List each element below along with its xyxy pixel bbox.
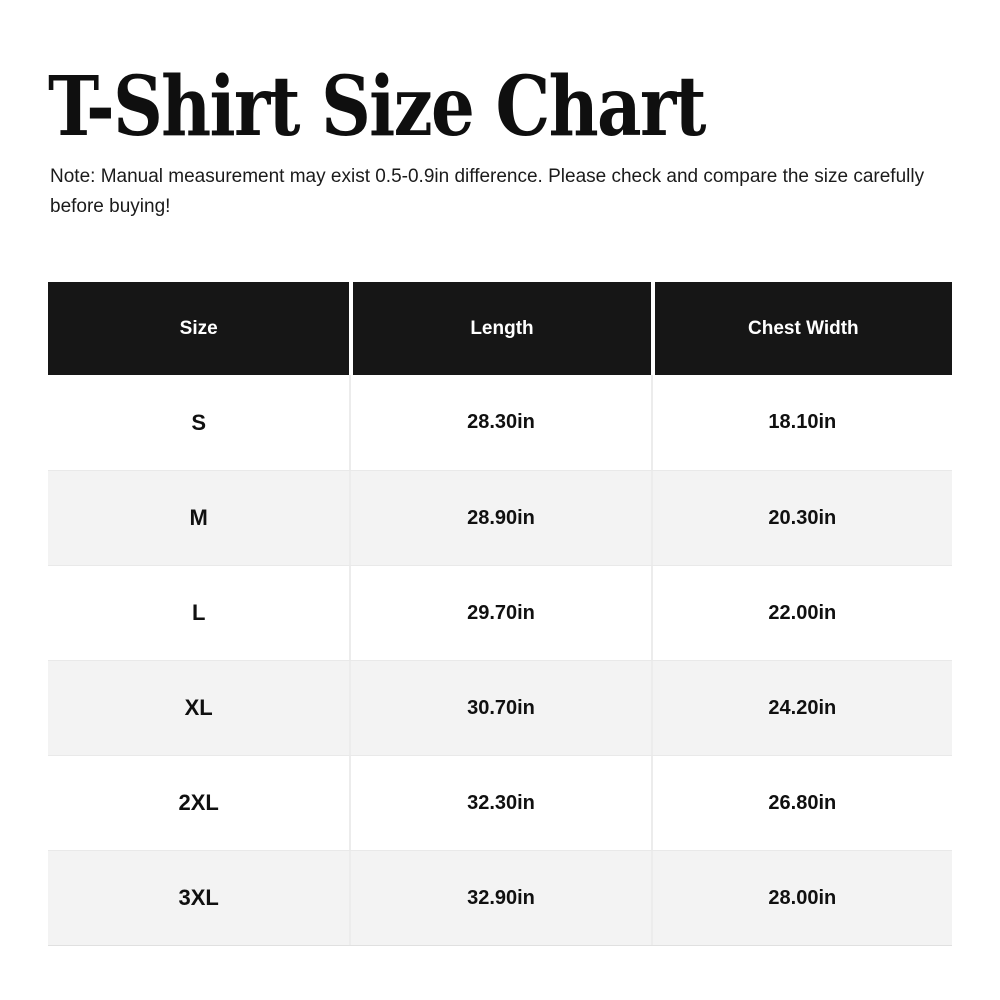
table-row — [48, 755, 952, 850]
length-cell: 28.30in — [349, 375, 650, 470]
chest-width-cell: 18.10in — [651, 375, 952, 470]
chest-width-cell: 24.20in — [651, 661, 952, 755]
size-cell: M — [189, 505, 208, 531]
chest-width-cell: 28.00in — [651, 851, 952, 945]
size-cell: S — [191, 409, 206, 435]
size-table — [48, 282, 952, 946]
size-chart-page — [0, 60, 1000, 1000]
length-cell: 28.90in — [349, 471, 650, 565]
chest-width-cell: 20.30in — [651, 471, 952, 565]
table-header-row — [48, 282, 952, 375]
chest-width-cell: 26.80in — [651, 756, 952, 850]
column-header-size: Size — [48, 282, 349, 375]
length-cell: 30.70in — [349, 661, 650, 755]
length-cell: 29.70in — [349, 566, 650, 660]
size-cell: XL — [184, 695, 213, 721]
size-cell: L — [191, 600, 206, 626]
table-row — [48, 375, 952, 470]
chest-width-cell: 22.00in — [651, 566, 952, 660]
length-cell: 32.90in — [349, 851, 650, 945]
size-cell: 3XL — [178, 885, 219, 911]
length-cell: 32.30in — [349, 756, 650, 850]
table-row — [48, 850, 952, 945]
size-cell: 2XL — [178, 790, 219, 816]
table-row — [48, 565, 952, 660]
column-header-chest-width: Chest Width — [651, 282, 952, 375]
page-title: T-Shirt Size Chart — [48, 59, 705, 155]
note-text: Note: Manual measurement may exist 0.5-0.9in difference. Please check and compare the size carefully before buying! — [50, 166, 925, 218]
column-header-length: Length — [349, 282, 650, 375]
table-row — [48, 470, 952, 565]
table-row — [48, 660, 952, 755]
